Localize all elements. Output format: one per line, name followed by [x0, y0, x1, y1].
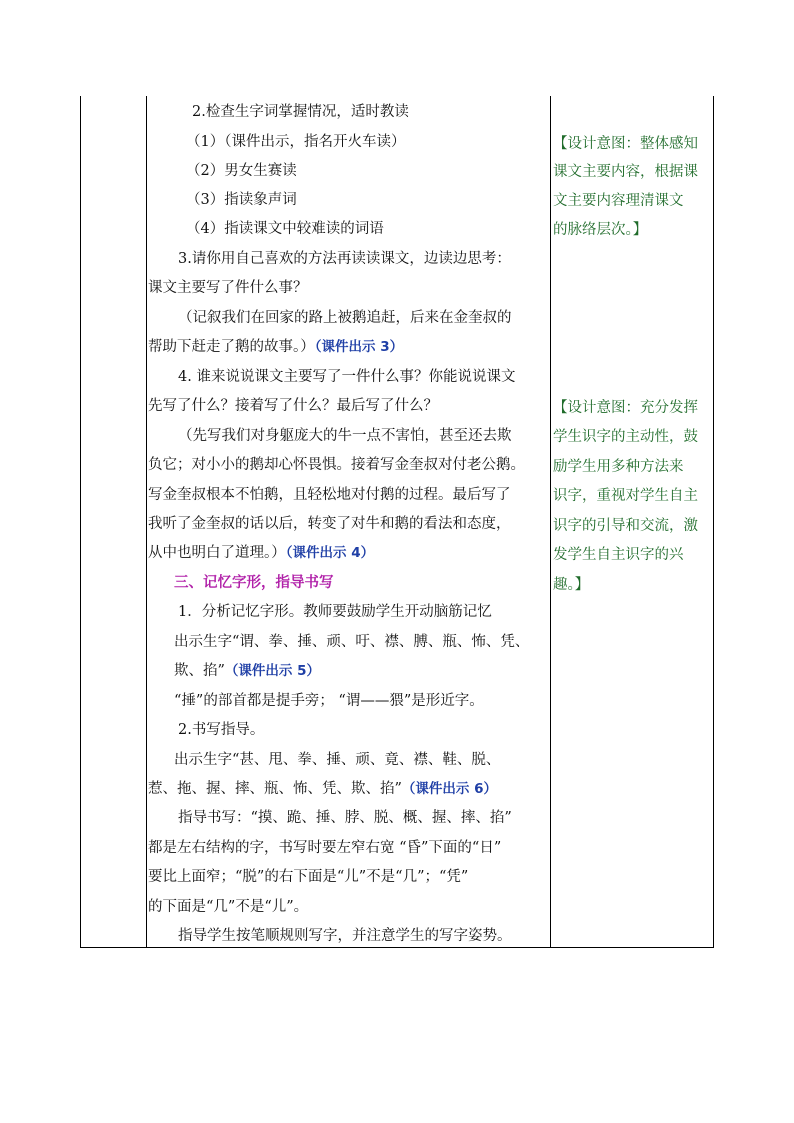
question-line: 课文主要写了件什么事？: [148, 280, 308, 296]
section-heading: 三、记忆字形，指导书写: [174, 575, 334, 591]
courseware-tag: （课件出示 4）: [285, 545, 375, 561]
step-reread: 3.请你用自己喜欢的方法再读读课文，边读边思考：: [178, 251, 511, 267]
char-list: 出示生字“甚、甩、拳、捶、顽、竟、襟、鞋、脱、: [174, 752, 501, 768]
answer-line: [148, 540, 374, 566]
answer-line: （先写我们对身躯庞大的牛一点不害怕，甚至还去欺: [178, 428, 512, 444]
sub-step-1: （1）（课件出示，指名开火车读）: [186, 134, 406, 150]
note-line: 【设计意图：整体感知: [553, 136, 698, 152]
writing-guide: 指导学生按笔顺规则写字，并注意学生的写字姿势。: [178, 928, 512, 944]
note-line: 文主要内容理清课文: [553, 193, 684, 209]
note-line: 的脉络层次。】: [553, 222, 648, 238]
note-line: 学生识字的主动性，鼓: [553, 429, 698, 445]
writing-guide: 都是左右结构的字，书写时要左窄右宽 “昏”下面的“日”: [148, 840, 502, 856]
char-text: 惹、拖、握、摔、瓶、怖、凭、欺、掐”: [148, 781, 402, 797]
answer-line: 负它；对小小的鹅却心怀畏惧。接着写金奎叔对付老公鹅。: [148, 457, 525, 473]
question-line: 先写了什么？接着写了什么？最后写了什么？: [148, 398, 438, 414]
note-line: 趣。】: [553, 577, 590, 593]
char-list: [174, 658, 320, 684]
answer-text: 从中也明白了道理。）: [148, 545, 286, 561]
answer-line: （记叙我们在回家的路上被鹅追赶，后来在金奎叔的: [178, 310, 512, 326]
sub-step-4: （4）指读课文中较难读的词语: [186, 221, 384, 237]
char-list: 出示生字“谓、拳、捶、顽、吁、襟、膊、瓶、怖、凭、: [174, 634, 530, 650]
answer-line: [148, 334, 403, 360]
note-line: 发学生自主识字的兴: [553, 547, 684, 563]
note-line: 课文主要内容，根据课: [553, 164, 698, 180]
char-text: 欺、掐”: [174, 663, 225, 679]
answer-line: 写金奎叔根本不怕鹅，且轻松地对付鹅的过程。最后写了: [148, 487, 511, 503]
note-line: 【设计意图：充分发挥: [553, 400, 698, 416]
writing-guide: 的下面是“几”不是“儿”。: [148, 899, 309, 915]
answer-line: 我听了金奎叔的话以后，转变了对牛和鹅的看法和态度，: [148, 516, 511, 532]
writing-guide: 要比上面窄；“脱”的右下面是“儿”不是“几”；“凭”: [148, 869, 469, 885]
courseware-tag: （课件出示 6）: [401, 781, 498, 797]
table-border-right: [713, 96, 714, 948]
table-border-left: [80, 96, 81, 948]
answer-text: 帮助下赶走了鹅的故事。）: [148, 339, 315, 355]
writing-guide: 指导书写：“摸、跪、捶、脖、脱、概、握、摔、掐”: [178, 810, 512, 826]
note-line: 识字的引导和交流，激: [553, 518, 698, 534]
sub-step-3: （3）指读象声词: [186, 192, 297, 208]
step-writing: 2.书写指导。: [178, 722, 265, 738]
courseware-tag: （课件出示 5）: [224, 663, 321, 679]
note-line: 识字，重视对学生自主: [553, 488, 698, 504]
step-discuss: 4. 谁来说说课文主要写了一件什么事？你能说说课文: [178, 369, 516, 385]
radical-note: “捶”的部首都是提手旁； “谓——猥”是形近字。: [174, 693, 484, 709]
sub-step-2: （2）男女生赛读: [186, 163, 297, 179]
char-list: [148, 776, 497, 802]
courseware-tag: （课件出示 3）: [314, 339, 404, 355]
note-line: 励学生用多种方法来: [553, 459, 684, 475]
step-check-words: 2.检查生字词掌握情况，适时教读: [192, 104, 409, 120]
step-analyze: 1．分析记忆字形。教师要鼓励学生开动脑筋记忆: [178, 604, 492, 620]
table-column-divider: [146, 96, 147, 948]
table-column-divider: [550, 96, 551, 948]
